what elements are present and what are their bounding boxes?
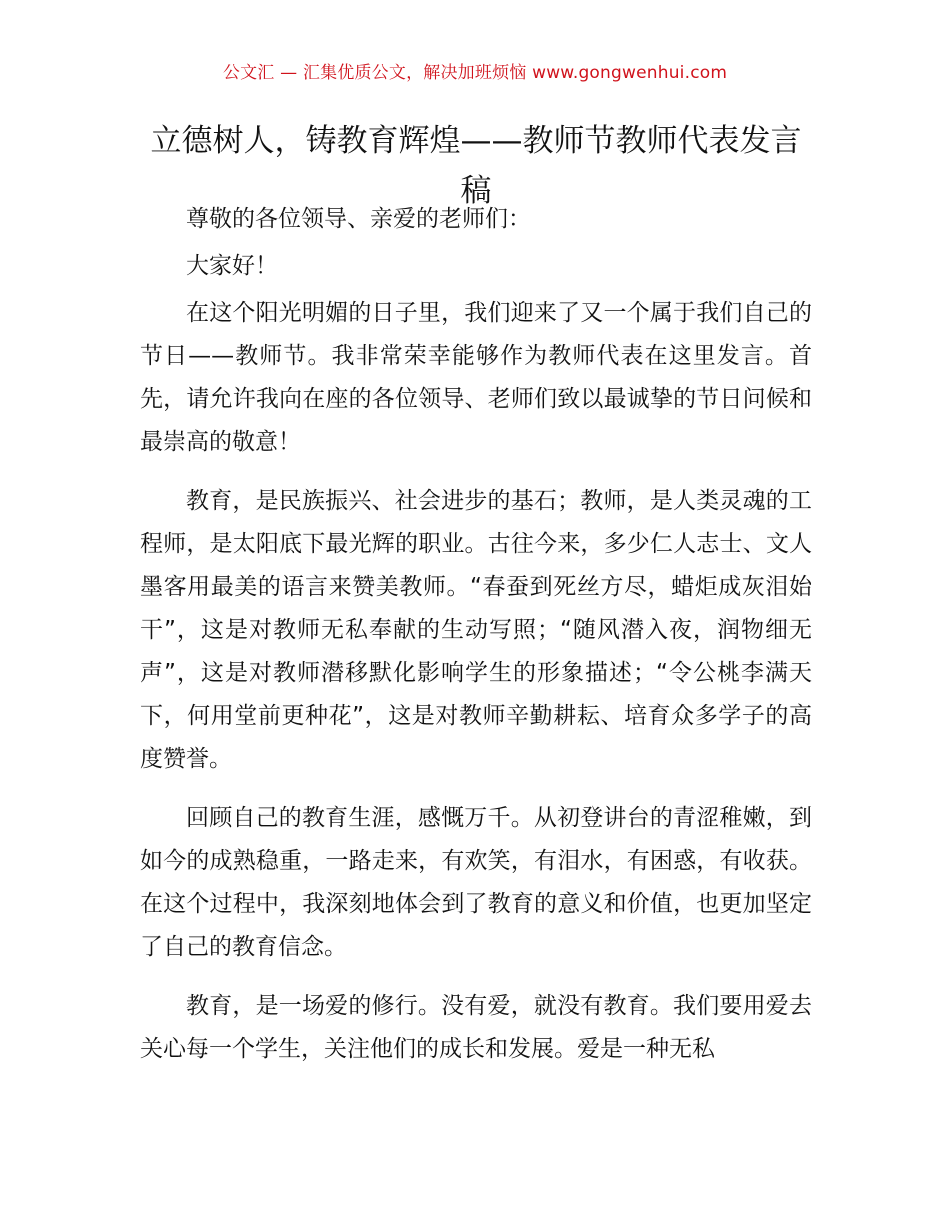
body-paragraph: 在这个阳光明媚的日子里，我们迎来了又一个属于我们自己的节日——教师节。我非常荣幸能够作为教师代表在这里发言。首先，请允许我向在座的各位领导、老师们致以最诚挚的节日问候和最崇高的敬意！ [140, 300, 812, 455]
body-paragraph: 回顾自己的教育生涯，感慨万千。从初登讲台的青涩稚嫩，到如今的成熟稳重，一路走来，有欢笑，有泪水，有困惑，有收获。在这个过程中，我深刻地体会到了教育的意义和价值，也更加坚定了自己的教育信念。 [140, 805, 812, 960]
header-banner: 公文汇 — 汇集优质公文，解决加班烦恼 www.gongwenhui.com [222, 63, 728, 83]
document-body [140, 198, 812, 1087]
document-title: 立德树人，铸教育辉煌——教师节教师代表发言稿 [150, 123, 802, 209]
salutation-paragraph: 尊敬的各位领导、亲爱的老师们： [186, 206, 531, 232]
greeting-paragraph: 大家好！ [186, 253, 278, 279]
body-paragraph: 教育，是一场爱的修行。没有爱，就没有教育。我们要用爱去关心每一个学生，关注他们的成长和发展。爱是一种无私 [140, 993, 812, 1062]
body-paragraph: 教育，是民族振兴、社会进步的基石；教师，是人类灵魂的工程师，是太阳底下最光辉的职业。古往今来，多少仁人志士、文人墨客用最美的语言来赞美教师。“春蚕到死丝方尽，蜡炬成灰泪始干”，这是对教师无私奉献的生动写照；“随风潜入夜，润物细无声”，这是对教师潜移默化影响学生的形象描述；“令公桃李满天下，何用堂前更种花”，这是对教师辛勤耕耘、培育众多学子的高度赞誉。 [140, 488, 812, 772]
